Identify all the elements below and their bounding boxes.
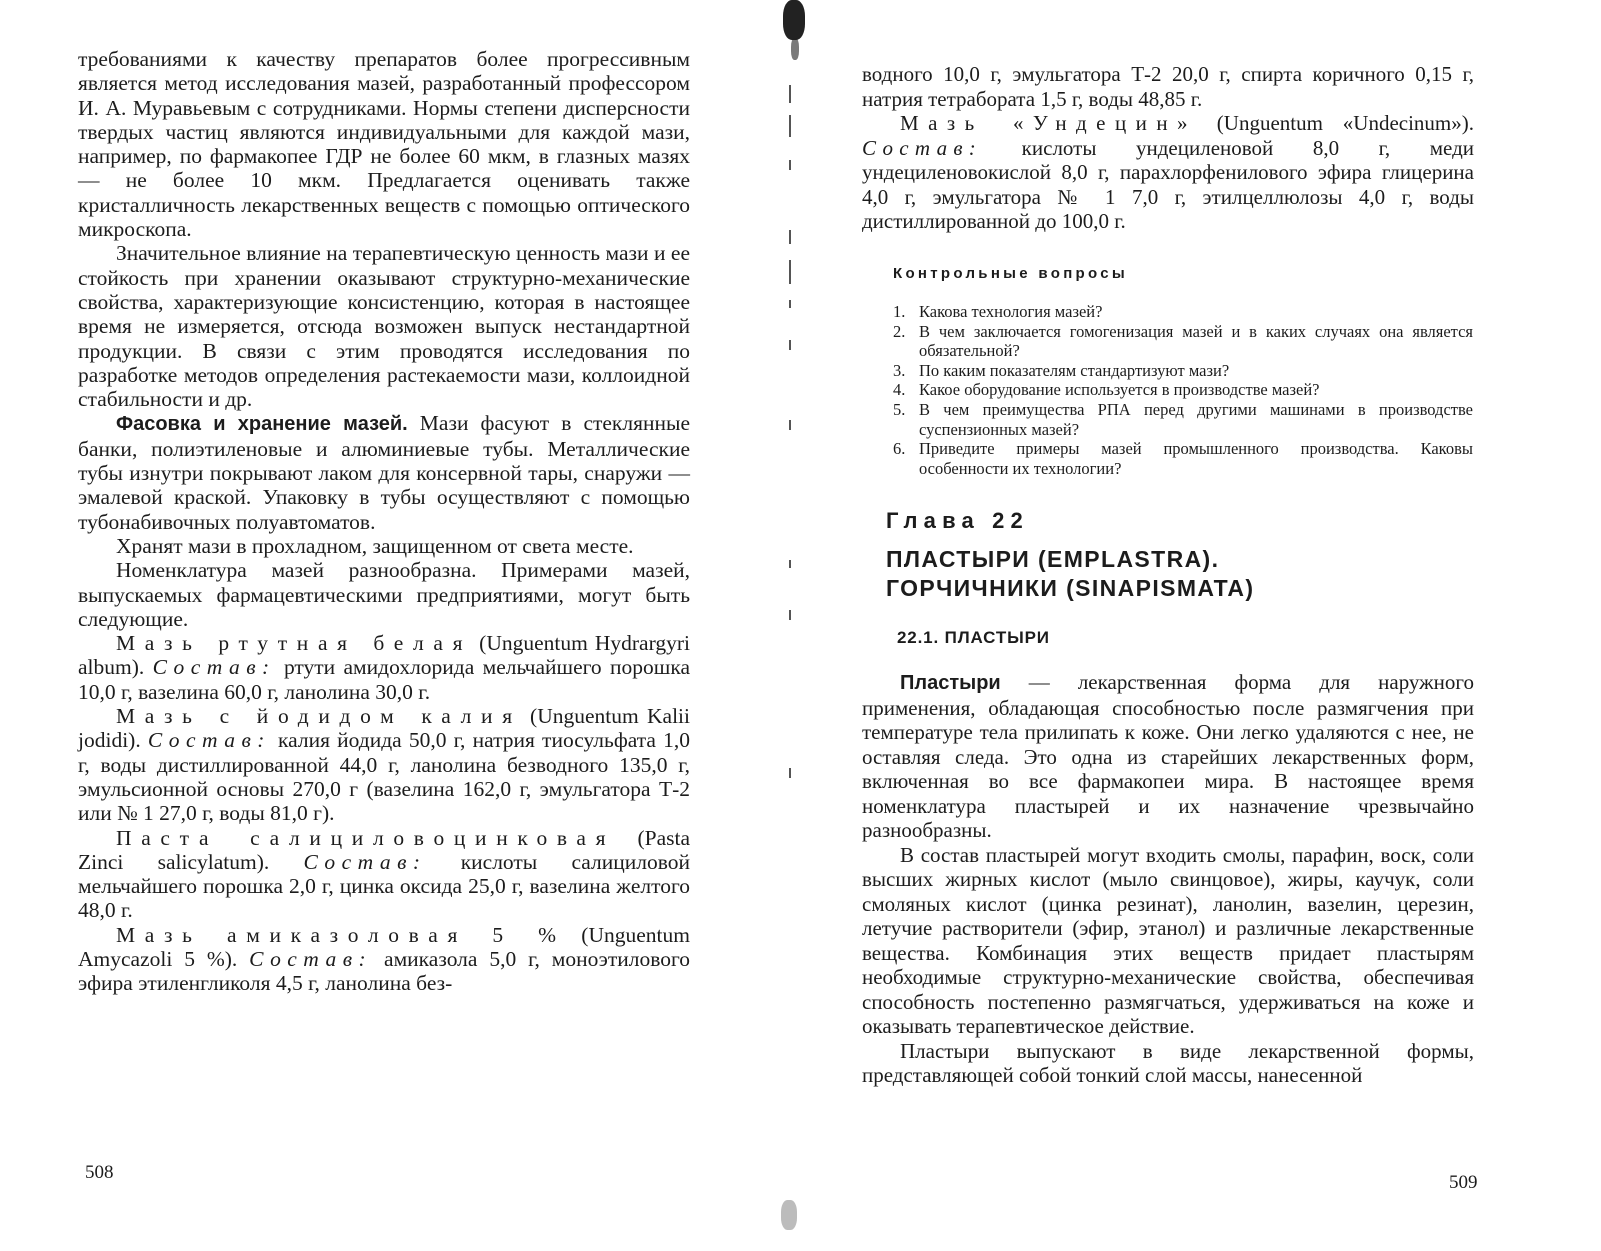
recipe	[78, 826, 690, 923]
question-text: В чем преимущества РПА перед другими машинами в производстве суспензионных мазей?	[919, 399, 1473, 439]
recipe-text: ртути амидохлорида мельчайшего порошка 10,0 г, вазелина 60,0 г, ланолина 30,0 г.	[78, 655, 690, 704]
left-page-text	[78, 47, 690, 996]
recipe-latin: (Pasta Zinci salicylatum).	[78, 825, 690, 874]
chapter-title	[886, 545, 1254, 603]
recipe	[78, 704, 690, 825]
recipe	[78, 631, 690, 704]
question-number: 1.	[893, 302, 906, 321]
gutter-mark	[789, 610, 791, 620]
gutter-mark	[789, 85, 791, 103]
recipe-name: Мазь «Ундецин»	[900, 111, 1197, 135]
right-page-top-text	[862, 62, 1474, 234]
recipe-name: Мазь ртутная белая	[116, 631, 473, 656]
chapter-title-line: ГОРЧИЧНИКИ (SINAPISMATA)	[886, 575, 1255, 601]
recipe-sostav: Состав:	[862, 135, 983, 160]
recipe-latin: (Unguentum Amycazoli 5 %).	[78, 922, 690, 971]
gutter-mark	[789, 260, 791, 284]
recipe-name: Паста салициловоцинковая	[116, 825, 616, 850]
paragraph-text: — лекарственная форма для наружного применения, обладающая способностью после размягчения при температуре тела прилипать к коже. Они легко удаляются с нее, не оставляя следа. Это одна из старейших лекарственных форм, включенная во все фармакопеи мира. В настоящее время номенклатура пластырей и их назначение чрезвычайно разнообразны.	[862, 670, 1474, 842]
recipe-name: Мазь амиказоловая 5 %	[116, 922, 566, 947]
paragraph	[862, 670, 1474, 843]
run-in-heading: Фасовка и хранение мазей.	[116, 413, 408, 436]
recipe-text: амиказола 5,0 г, моноэтилового эфира этиленгликоля 4,5 г, ланолина без-	[78, 946, 690, 996]
list-item	[893, 322, 1473, 361]
question-number: 4.	[893, 380, 906, 400]
paragraph: Номенклатура мазей разнообразна. Примерами мазей, выпускаемых фармацевтическими предприятиями, могут быть следующие.	[78, 558, 690, 631]
recipe-name: Мазь с йодидом калия	[116, 704, 522, 729]
ink-blot	[783, 0, 805, 40]
question-text: Какое оборудование используется в производстве мазей?	[919, 380, 1320, 400]
recipe-sostav: Состав:	[147, 728, 271, 753]
recipe-text: калия йодида 50,0 г, натрия тиосульфата 1,0 г, воды дистиллированной 44,0 г, ланолина безводного 135,0 г, эмульсионной основы 270,0 г (вазелина 162,0 г, эмульгатора Т-2 или № 1 27,0 г, воды 81,0 г).	[78, 728, 690, 826]
gutter-mark	[789, 300, 791, 308]
gutter-mark	[789, 340, 791, 350]
questions-list	[893, 302, 1473, 478]
list-item	[893, 380, 1473, 400]
recipe	[862, 111, 1474, 234]
gutter-mark	[789, 420, 791, 430]
right-page-body	[862, 670, 1474, 1088]
page-number-right: 509	[1449, 1172, 1478, 1193]
page-number-left: 508	[85, 1162, 114, 1183]
ink-blot	[791, 38, 799, 60]
gutter-mark	[789, 560, 791, 568]
question-text: В чем заключается гомогенизация мазей и в каких случаях она является обязательной?	[919, 321, 1473, 361]
gutter-mark	[789, 160, 791, 170]
recipe-latin: (Unguentum Hydrargyri album).	[78, 631, 690, 680]
list-item	[893, 361, 1473, 381]
section-title: 22.1. ПЛАСТЫРИ	[897, 628, 1050, 647]
chapter-title-line: ПЛАСТЫРИ (EMPLASTRA).	[886, 546, 1220, 572]
question-text: По каким показателям стандартизуют мази?	[919, 360, 1230, 380]
recipe-text: кислоты салициловой мельчайшего порошка 2,0 г, цинка оксида 25,0 г, вазелина желтого 48,0 г.	[78, 849, 690, 923]
recipe	[78, 923, 690, 996]
ink-blot	[781, 1200, 797, 1230]
paragraph: требованиями к качеству препаратов более прогрессивным является метод исследования мазей, разработанный профессором И. А. Муравьевым с сотрудниками. Нормы степени дисперсности твердых частиц являются индивидуальными для каждой мази, например, по фармакопее ГДР не более 60 мкм, в глазных мазях — не более 10 мкм. Предлагается оценивать также кристалличность лекарственных веществ с помощью оптического микроскопа.	[78, 47, 690, 242]
question-number: 2.	[893, 321, 906, 341]
gutter-mark	[789, 115, 791, 137]
question-number: 6.	[893, 439, 906, 459]
paragraph-text: Мази фасуют в стеклянные банки, полиэтиленовые и алюминиевые тубы. Металлические тубы изнутри покрывают лаком для консервной тары, снаружи — эмалевой краской. Упаковку в тубы осуществляют с помощью тубонабивочных полуавтоматов.	[78, 411, 690, 534]
recipe-latin: (Unguentum Kalii jodidi).	[78, 704, 690, 753]
paragraph: водного 10,0 г, эмульгатора Т-2 20,0 г, спирта коричного 0,15 г, натрия тетрабората 1,5 г, воды 48,85 г.	[862, 62, 1474, 111]
paragraph: Значительное влияние на терапевтическую ценность мази и ее стойкость при хранении оказывают структурно-механические свойства, характеризующие консистенцию, которая в настоящее время не измеряется, отсюда возможен выпуск нестандартной продукции. В связи с этим проводятся исследования по разработке методов определения растекаемости мази, коллоидной стабильности и др.	[78, 241, 690, 412]
recipe-text: кислоты ундециленовой 8,0 г, меди ундециленовокислой 8,0 г, парахлорфенилового эфира глицерина 4,0 г, эмульгатора № 1 7,0 г, этилцеллюлозы 4,0 г, воды дистиллированной до 100,0 г.	[862, 135, 1474, 233]
gutter-mark	[789, 230, 791, 244]
questions-title: Контрольные вопросы	[893, 265, 1129, 282]
recipe-sostav: Состав:	[303, 849, 427, 874]
question-number: 3.	[893, 360, 906, 380]
recipe-sostav: Состав:	[249, 946, 373, 971]
recipe-sostav: Состав:	[152, 655, 276, 680]
question-text: Какова технология мазей?	[919, 302, 1103, 321]
paragraph	[78, 411, 690, 533]
run-in-heading: Пластыри	[900, 672, 1001, 694]
paragraph: Хранят мази в прохладном, защищенном от света месте.	[116, 533, 634, 558]
list-item	[893, 400, 1473, 439]
book-gutter	[775, 0, 805, 1251]
chapter-label: Глава 22	[886, 508, 1029, 533]
question-number: 5.	[893, 399, 906, 419]
question-text: Приведите примеры мазей промышленного производства. Каковы особенности их технологии?	[919, 439, 1473, 478]
gutter-mark	[789, 768, 791, 778]
recipe-latin: (Unguentum «Undecinum»).	[1196, 111, 1474, 135]
paragraph: Пластыри выпускают в виде лекарственной формы, представляющей собой тонкий слой массы, нанесенной	[862, 1038, 1474, 1087]
list-item	[893, 439, 1473, 478]
paragraph: В состав пластырей могут входить смолы, парафин, воск, соли высших жирных кислот (мыло свинцовое), жиры, каучук, соли смоляных кислот (цинка резинат), ланолин, вазелин, церезин, летучие растворители (эфир, этанол) и различные лекарственные вещества. Комбинация этих веществ придает пластырям необходимые структурно-механические свойства, обеспечивая способность постепенно размягчаться, удерживаться на коже и оказывать терапевтическое действие.	[862, 842, 1474, 1038]
list-item	[893, 302, 1473, 322]
